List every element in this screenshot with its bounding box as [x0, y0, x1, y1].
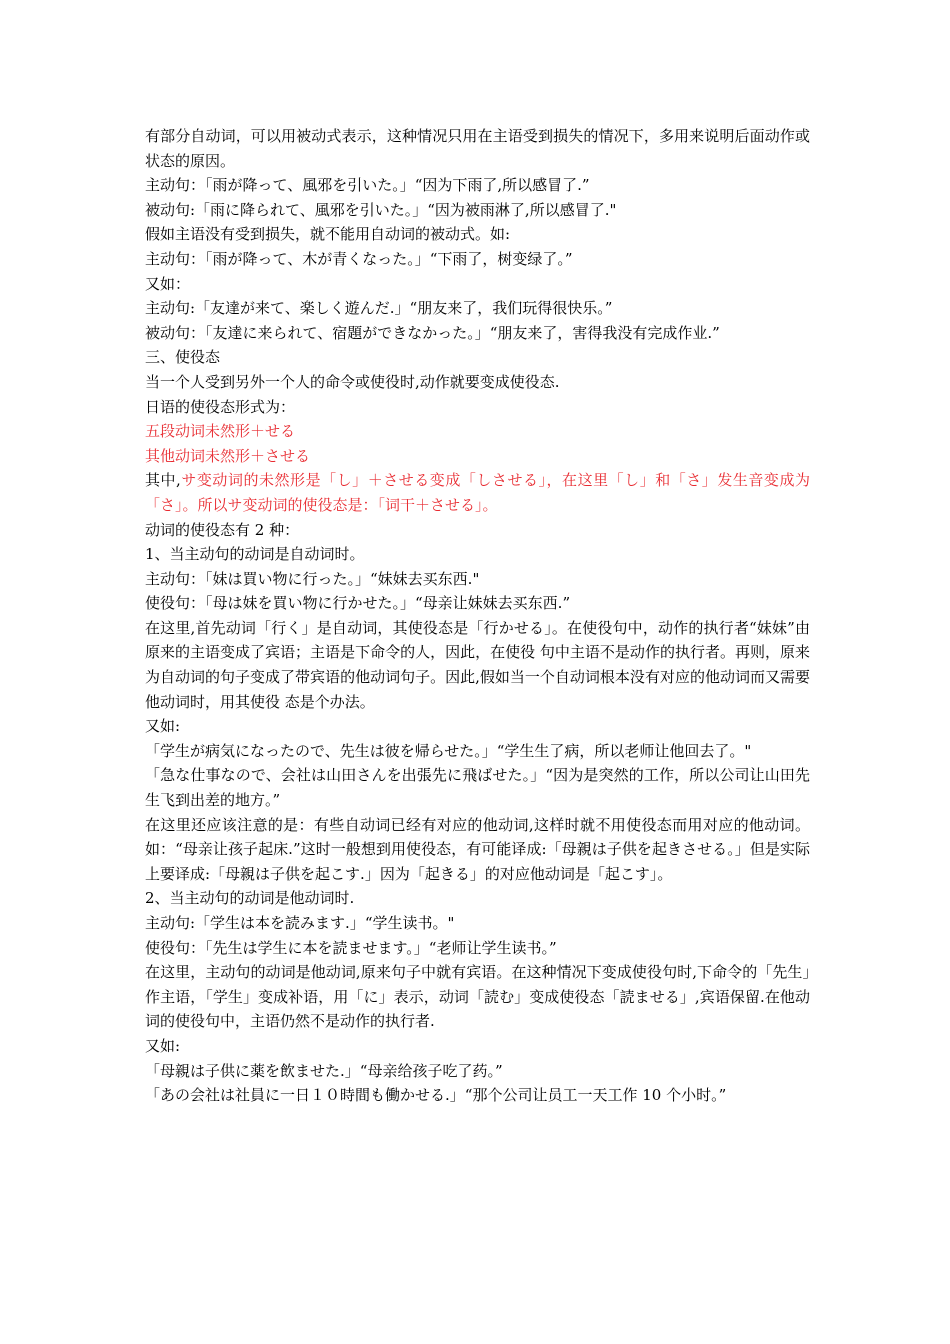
text-run: 动词的使役态有 2 种：: [145, 520, 300, 539]
paragraph: [145, 1034, 810, 1059]
paragraph: [145, 518, 810, 543]
text-run: 有部分自动词，可以用被动式表示，这种情况只用在主语受到损失的情况下，多用来说明后面动作或状态的原因。: [145, 127, 810, 170]
text-run: 2、当主动句的动词是他动词时.: [145, 889, 355, 908]
text-run: 又如：: [145, 274, 191, 293]
text-run: 使役句：「母は妹を買い物に行かせた。」“母亲让妹妹去买东西.”: [145, 594, 571, 613]
text-run: 使役句：「先生は学生に本を読ませます。」“老师让学生读书。”: [145, 938, 557, 957]
highlighted-text: 五段动词未然形＋せる: [145, 422, 296, 441]
text-run: 在这里,首先动词「行く」是自动词，其使役态是「行かせる」。在使役句中，动作的执行者“妹妹”由原来的主语变成了宾语；主语是下命令的人，因此，在使役 句中主语不是动作的执行者。再则，原来为自动词的句子变成了带宾语的他动词句子。因此,假如当一个自动词根本没有对应的他动词而又需要他动词时，用其使役 态是个办法。: [145, 618, 810, 711]
paragraph: [145, 1083, 810, 1108]
text-run: 当一个人受到另外一个人的命令或使役时,动作就要变成使役态.: [145, 372, 560, 391]
paragraph: [145, 936, 810, 961]
paragraph: [145, 321, 810, 346]
paragraph: [145, 591, 810, 616]
text-run: 在这里还应该注意的是：有些自动词已经有对应的他动词,这样时就不用使役态而用对应的他动词。如：“母亲让孩子起床.”这时一般想到用使役态，有可能译成:「母親は子供を起きさせる。」但是实际上要译成:「母親は子供を起こす.」因为「起きる」的对应他动词是「起こす」。: [145, 815, 810, 883]
text-run: 被动句：「友達に来られて、宿題ができなかった。」“朋友来了，害得我没有完成作业.”: [145, 323, 720, 342]
paragraph: [145, 222, 810, 247]
paragraph: [145, 813, 810, 887]
paragraph: [145, 542, 810, 567]
paragraph: [145, 296, 810, 321]
paragraph: [145, 616, 810, 714]
paragraph: [145, 124, 810, 173]
paragraph: [145, 272, 810, 297]
paragraph: [145, 714, 810, 739]
paragraph: [145, 886, 810, 911]
text-run: 主动句：「雨が降って、木が青くなった。」“下雨了，树变绿了。”: [145, 249, 573, 268]
text-run: 「急な仕事なので、会社は山田さんを出張先に飛ばせた。」“因为是突然的工作，所以公司让山田先生飞到出差的地方。”: [145, 766, 810, 810]
paragraph: [145, 1059, 810, 1084]
paragraph: [145, 419, 810, 444]
text-run: 「あの会社は社員に一日１０時間も働かせる.」“那个公司让员工一天工作 10 个小时。”: [145, 1086, 727, 1105]
paragraph: [145, 345, 810, 370]
paragraph: [145, 567, 810, 592]
text-run: 又如:: [145, 1036, 181, 1055]
text-run: 「学生が病気になったので、先生は彼を帰らせた。」“学生生了病，所以老师让他回去了。": [145, 741, 752, 760]
text-run: 主动句:「学生は本を読みます.」“学生读书。": [145, 914, 455, 932]
document-body: [145, 124, 810, 1108]
paragraph: [145, 395, 810, 420]
paragraph: [145, 739, 810, 764]
highlighted-text: 其他动词未然形＋させる: [145, 446, 311, 465]
paragraph: [145, 370, 810, 395]
text-run: 1、当主动句的动词是自动词时。: [145, 545, 365, 564]
highlighted-text: サ变动词的未然形是「し」＋させる变成「しさせる」，在这里「し」和「さ」发生音变成为「さ」。所以サ变动词的使役态是：「词干＋させる」。: [145, 471, 810, 514]
paragraph: [145, 173, 810, 198]
text-run: 日语的使役态形式为：: [145, 397, 296, 416]
paragraph: [145, 911, 810, 936]
text-run: 假如主语没有受到损失，就不能用自动词的被动式。如:: [145, 225, 511, 244]
paragraph: [145, 247, 810, 272]
text-run: 「母親は子供に薬を飲ませた.」“母亲给孩子吃了药。”: [145, 1061, 503, 1080]
paragraph: [145, 444, 810, 469]
paragraph: [145, 468, 810, 517]
text-run: 又如:: [145, 717, 181, 736]
text-run: 主动句：「雨が降って、風邪を引いた。」“因为下雨了,所以感冒了.”: [145, 176, 590, 195]
paragraph: [145, 198, 810, 223]
paragraph: [145, 763, 810, 812]
text-run: 主动句：「妹は買い物に行った。」“妹妹去买东西.": [145, 569, 480, 588]
text-run: 主动句:「友達が来て、楽しく遊んだ.」“朋友来了，我们玩得很快乐。”: [145, 299, 613, 318]
text-run: 在这里，主动句的动词是他动词,原来句子中就有宾语。在这种情况下变成使役句时,下命令的「先生」作主语，「学生」变成补语，用「に」表示，动词「読む」变成使役态「読ませる」,宾语保留.在他动词的使役句中，主语仍然不是动作的执行者.: [145, 963, 810, 1031]
paragraph: [145, 960, 810, 1034]
text-run: 其中,: [145, 471, 181, 490]
text-run: 三、使役态: [145, 348, 221, 367]
text-run: 被动句:「雨に降られて、風邪を引いた。」“因为被雨淋了,所以感冒了.": [145, 200, 617, 219]
